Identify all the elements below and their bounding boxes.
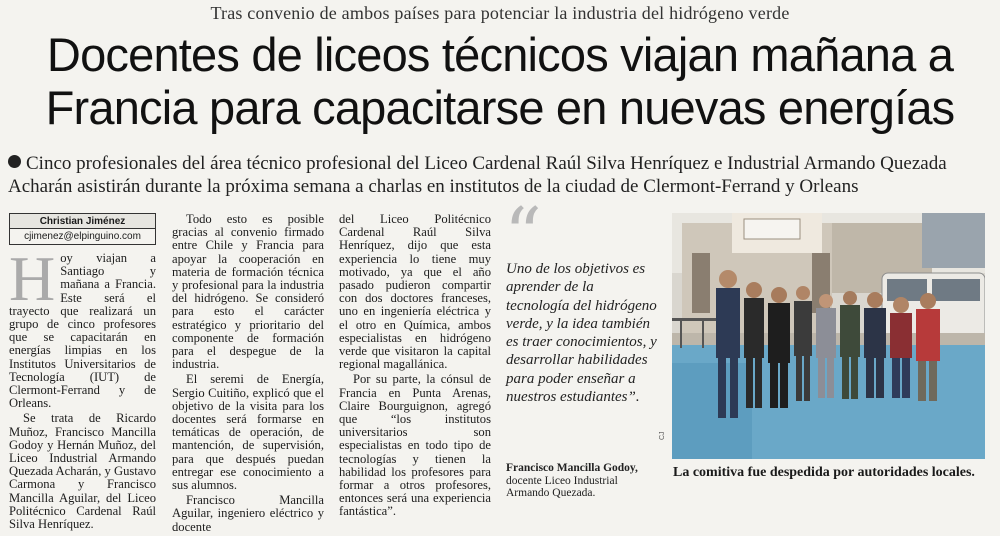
headline: Docentes de liceos técnicos viajan mañana a Francia para capacitarse en nuevas energías	[45, 28, 955, 134]
photo-caption: La comitiva fue despedida por autoridades locales.	[673, 465, 975, 480]
column-1	[9, 243, 156, 533]
quote-author: Francisco Mancilla Godoy,	[506, 462, 638, 474]
kicker: Tras convenio de ambos países para potenciar la industria del hidrógeno verde	[210, 3, 790, 23]
author-email[interactable]: cjimenez@elpinguino.com	[24, 231, 141, 242]
subheadline	[8, 152, 994, 198]
byline-box	[9, 213, 156, 245]
paragraph-text: oy viajan a Santiago y mañana a Francia. Este será el trayecto que realizará un grupo de cinco profesores que se capacitarán en energías limpias en los Institutos Universitarios de Tecnología (IUT) de Clermont-Ferrand y de Orleans.	[9, 251, 156, 411]
quote-author-role: docente Liceo Industrial Armando Quezada.	[506, 474, 618, 499]
paragraph: Francisco Mancilla Aguilar, ingeniero eléctrico y docente	[172, 493, 324, 534]
paragraph: Por su parte, la cónsul de Francia en Punta Arenas, Claire Bourguignon, agregó que “los institutos universitarios son especialistas en todo tipo de tecnologías y tienen la habilidad los profesores para formar a otros profesores, entonces será una experiencia fantástica”.	[339, 372, 491, 519]
pull-quote-attribution	[506, 462, 658, 500]
paragraph	[9, 243, 156, 411]
column-2	[172, 213, 324, 536]
paragraph: Todo esto es posible gracias al convenio firmado entre Chile y Francia para apoyar la cooperación en materia de formación técnica y profesional para la industria del hidrógeno. Se consideró para esto el carácter estratégico y prioritario del componente de formación para el despegue de la industria.	[172, 212, 324, 372]
column-3	[339, 213, 491, 521]
paragraph: Se trata de Ricardo Muñoz, Francisco Mancilla Godoy y Hernán Muñoz, del Liceo Industrial Armando Quezada Acharán, y Gustavo Carmona y Francisco Mancilla Aguilar, del Liceo Politécnico Cardenal Raúl Silva Henríquez.	[9, 411, 156, 532]
bullet-icon	[8, 155, 21, 168]
quote-mark-icon: “	[504, 192, 542, 278]
paragraph: El seremi de Energía, Sergio Cuitiño, explicó que el objetivo de la visita para los docentes será formarse en temáticas de operación, de mantención, de supervisión, para que después puedan entregar ese conocimiento a sus alumnos.	[172, 372, 324, 493]
subheadline-text: Cinco profesionales del área técnico profesional del Liceo Cardenal Raúl Silva Henríquez e Industrial Armando Quezada Acharán asistirán durante la próxima semana a charlas en institutos de la ciudad de Clermont-Ferrand y Orleans	[8, 153, 947, 197]
drop-cap: H	[9, 243, 56, 314]
author-name: Christian Jiménez	[10, 214, 155, 229]
pull-quote: Uno de los objetivos es aprender de la tecnología del hidrógeno verde, y la idea también es traer conocimientos, y desarrollar habilidades para poder enseñar a nuestros estudiantes”.	[506, 261, 657, 406]
photo-credit: CJ	[659, 431, 666, 440]
article-photo	[672, 213, 985, 459]
paragraph: del Liceo Politécnico Cardenal Raúl Silva Henríquez, dijo que esta experiencia lo tiene muy motivado, ya que el año pasado pudieron compartir con dos doctores franceses, uno en ingeniería eléctrica y el otro en Química, ambos especialistas en hidrógeno verde que visitaron la capital regional magallánica.	[339, 212, 491, 372]
group-photo-illustration	[672, 213, 985, 459]
